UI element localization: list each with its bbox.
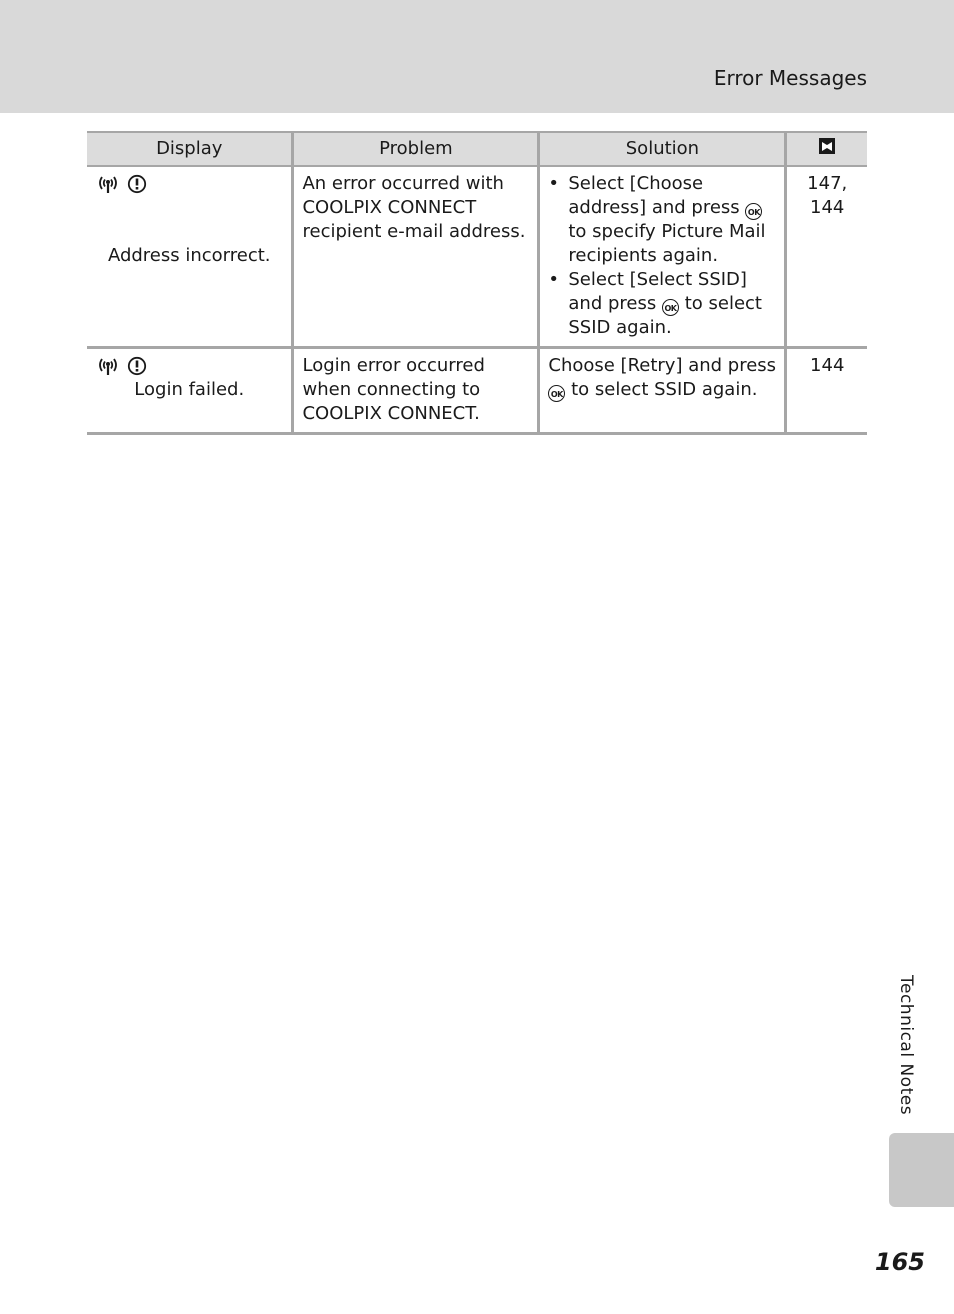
ok-button-icon: OK: [662, 299, 679, 316]
column-header-reference: [786, 132, 867, 166]
solution-text: to select SSID again.: [568, 293, 762, 338]
solution-cell: [539, 166, 786, 348]
side-tab: [889, 1133, 954, 1207]
table-row: [87, 348, 867, 434]
solution-text: to select SSID again.: [571, 379, 758, 400]
solution-text: Choose [Retry] and press: [548, 355, 777, 376]
warning-icon: [127, 356, 147, 376]
solution-text: Select [Select SSID] and press: [568, 269, 747, 314]
wireless-icon: [97, 356, 119, 376]
solution-item: [548, 172, 776, 268]
table-header-row: [87, 132, 867, 166]
page-number: 165: [874, 1248, 925, 1276]
table-row: [87, 166, 867, 348]
page-reference-cell: [786, 166, 867, 348]
wireless-icon: [97, 174, 119, 194]
display-message: Address incorrect.: [107, 245, 271, 266]
column-header-display: Display: [87, 132, 293, 166]
section-title: Error Messages: [713, 66, 867, 90]
ok-button-icon: OK: [548, 385, 565, 402]
problem-cell: An error occurred with COOLPIX CONNECT recipient e-mail address.: [293, 166, 539, 348]
solution-cell: [539, 348, 786, 434]
solution-text: to specify Picture Mail recipients again.: [568, 221, 766, 266]
display-cell: [87, 348, 293, 434]
page-reference-icon: [818, 137, 836, 162]
column-header-solution: Solution: [539, 132, 786, 166]
solution-text: Select [Choose address] and press: [568, 173, 740, 218]
side-tab-label: Technical Notes: [896, 975, 916, 1116]
ok-button-icon: OK: [745, 203, 762, 220]
column-header-problem: Problem: [293, 132, 539, 166]
warning-icon: [127, 174, 147, 194]
error-messages-table: [87, 131, 867, 435]
solution-item: [548, 268, 776, 340]
problem-cell: Login error occurred when connecting to COOLPIX CONNECT.: [293, 348, 539, 434]
display-message: Login failed.: [134, 379, 245, 400]
page-reference: 147, 144: [807, 173, 848, 218]
page-reference-cell: 144: [786, 348, 867, 434]
header-band: [0, 0, 954, 113]
display-cell: [87, 166, 293, 348]
